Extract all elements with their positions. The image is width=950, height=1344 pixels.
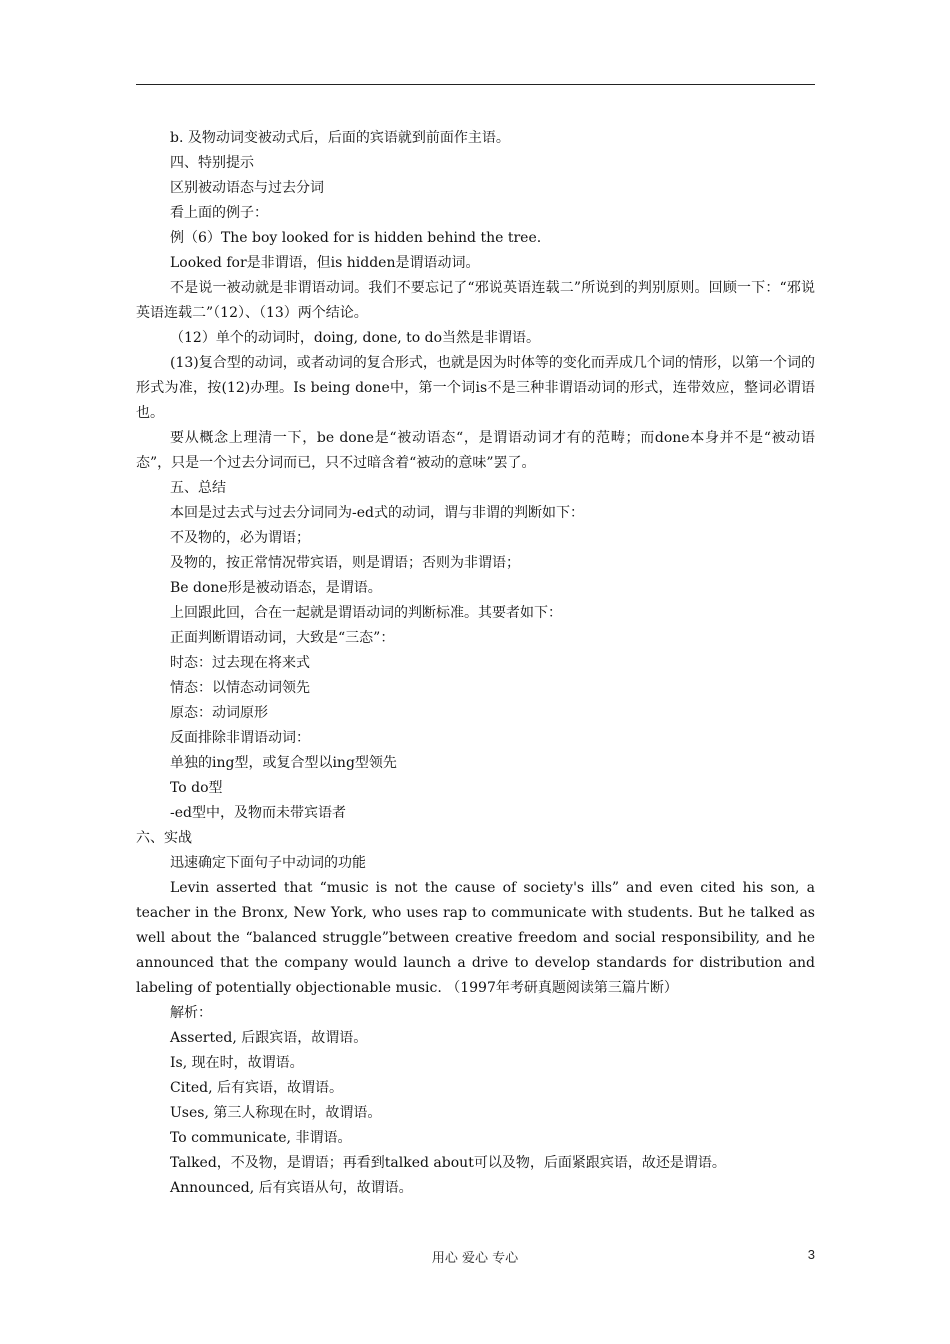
paragraph: 上回跟此回，合在一起就是谓语动词的判断标准。其要者如下： [170,605,562,621]
section-heading: 五、总结 [170,480,226,496]
analysis-line: Uses, 第三人称现在时，故谓语。 [170,1105,382,1121]
paragraph: 迅速确定下面句子中动词的功能 [170,855,366,871]
paragraph: 正面判断谓语动词，大致是“三态”： [170,630,395,646]
document-body [136,126,815,1201]
paragraph: 看上面的例子： [170,205,268,221]
paragraph: Be done形是被动语态，是谓语。 [170,580,382,596]
analysis-line: To communicate, 非谓语。 [170,1130,352,1146]
analysis-line: Talked，不及物，是谓语；再看到talked about可以及物，后面紧跟宾语，故还是谓语。 [170,1155,726,1171]
analysis-line: Cited, 后有宾语，故谓语。 [170,1080,343,1096]
paragraph: 情态：以情态动词领先 [170,680,310,696]
paragraph: 不及物的，必为谓语； [170,530,310,546]
paragraph: 本回是过去式与过去分词同为-ed式的动词，谓与非谓的判断如下： [170,505,584,521]
section-heading: 六、实战 [136,830,192,846]
page-number: 3 [807,1247,815,1262]
paragraph: 时态：过去现在将来式 [170,655,310,671]
paragraph: -ed型中，及物而未带宾语者 [170,805,346,821]
section-heading: 四、特别提示 [170,155,254,171]
footer-motto: 用心 爱心 专心 [431,1251,519,1266]
paragraph: To do型 [170,780,223,796]
paragraph: 单独的ing型，或复合型以ing型领先 [170,755,397,771]
paragraph: 及物的，按正常情况带宾语，则是谓语；否则为非谓语； [170,555,520,571]
reading-passage: Levin asserted that “music is not the cause of society's ills” and even cited his son, a teacher in the Bronx, New York, who uses rap to communicate with students. But he talked as well about the “balanced struggle”between creative freedom and social responsibility, and he announced that the company would launch a drive to develop standards for distribution and labeling of potentially objectionable music. （1997年考研真题阅读第三篇片断） [136,880,815,996]
paragraph: 要从概念上理清一下，be done是“被动语态“，是谓语动词才有的范畴；而done本身并不是“被动语态”，只是一个过去分词而已，只不过暗含着“被动的意味”罢了。 [136,430,815,471]
paragraph: 不是说一被动就是非谓语动词。我们不要忘记了“邪说英语连载二”所说到的判别原则。回顾一下：“邪说英语连载二”（12）、（13）两个结论。 [136,280,815,321]
paragraph: 原态：动词原形 [170,705,268,721]
paragraph: 区别被动语态与过去分词 [170,180,324,196]
example-sentence: 例（6）The boy looked for is hidden behind the tree. [170,230,542,246]
paragraph: （12）单个的动词时，doing, done, to do当然是非谓语。 [170,330,541,346]
analysis-line: Announced, 后有宾语从句，故谓语。 [170,1180,413,1196]
paragraph: b. 及物动词变被动式后，后面的宾语就到前面作主语。 [170,130,510,146]
header-rule [136,84,815,85]
paragraph: (13)复合型的动词，或者动词的复合形式，也就是因为时体等的变化而弄成几个词的情形，以第一个词的形式为准，按(12)办理。Is being done中，第一个词is不是三种非谓语动词的形式，连带效应，整词必谓语也。 [136,355,815,421]
paragraph: 解析： [170,1005,212,1021]
paragraph: 反面排除非谓语动词： [170,730,310,746]
analysis-line: Is, 现在时，故谓语。 [170,1055,304,1071]
analysis-line: Asserted, 后跟宾语，故谓语。 [170,1030,368,1046]
paragraph: Looked for是非谓语，但is hidden是谓语动词。 [170,255,480,271]
